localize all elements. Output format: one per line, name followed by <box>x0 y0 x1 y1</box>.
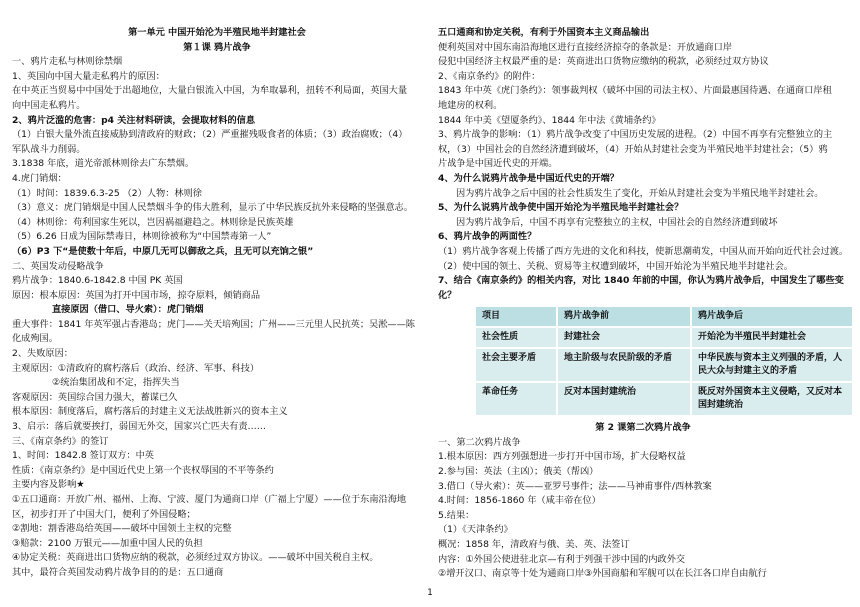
text-line: 3.借口（导火索）：英——亚罗号事件；法——马神甫事件/西林教案 <box>438 480 712 492</box>
text-line: 1.根本原因：西方列强想进一步打开中国市场，扩大侵略权益 <box>438 451 686 463</box>
text-line: （1）鸦片战争客观上传播了西方先进的文化和科技，使新思潮萌发，中国从而开始向近代社会过渡。 <box>438 245 848 257</box>
text-line: 1、英国向中国大量走私鸦片的原因： <box>12 70 165 82</box>
text-line: 在中英正当贸易中中国处于出超地位，大量白银流入中国，为牟取暴利，扭转不利局面，英国大量 <box>12 85 408 97</box>
text-line: ①五口通商：开放广州、福州、上海、宁波、厦门为通商口岸（广福上宁厦）——位于东南沿海地 <box>12 494 407 505</box>
text-line: 第一单元 中国开始沦为半殖民地半封建社会 <box>128 27 306 38</box>
text-line: 军队战斗力削弱。 <box>12 143 86 155</box>
text-line: 内容：①外国公使进驻北京—有利于列强干涉中国的内政外交 <box>438 553 686 565</box>
text-line: ②统治集团战和不定，指挥失当 <box>52 377 180 389</box>
text-line: 性质：《南京条约》是中国近代史上第一个丧权辱国的不平等条约 <box>12 464 274 476</box>
text-line: 五口通商和协定关税，有利于外国资本主义商品输出 <box>438 27 650 38</box>
text-line: 重大事件：1841 年英军强占香港岛；虎门——关天培殉国；广州——三元里人民抗英；吴淞——陈 <box>12 318 415 330</box>
table-cell: 社会性质 <box>475 327 557 348</box>
text-line: 根本原因：制度落后，腐朽落后的封建主义无法战胜新兴的资本主义 <box>12 406 288 418</box>
text-line: （1）时间：1839.6.3-25 （2）人物：林则徐 <box>12 187 202 199</box>
text-line: （4）林则徐：苟利国家生死以，岂因祸福避趋之。林则徐是民族英雄 <box>12 216 294 228</box>
table-row <box>475 348 853 382</box>
text-line: 4、为什么说鸦片战争是中国近代史的开端？ <box>438 172 619 184</box>
text-line: 区，初步打开了中国大门，便利了外国侵略； <box>12 508 196 520</box>
text-line: 1843 年中英《虎门条约》：领事裁判权（破坏中国的司法主权）、片面最惠国待遇、在通商口岸租 <box>438 85 832 97</box>
table-cell: 开始沦为半殖民半封建社会 <box>691 327 853 348</box>
table-cell: 中华民族与资本主义列强的矛盾，人民大众与封建主义的矛盾 <box>691 348 853 382</box>
text-line: 2、失败原因： <box>12 348 73 360</box>
right-top-section <box>438 26 848 303</box>
text-line: 鸦片战争：1840.6-1842.8 中国 PK 英国 <box>12 275 183 287</box>
text-line: 3、启示：落后就要挨打，弱国无外交，国家兴亡匹夫有责…… <box>12 421 266 433</box>
text-line: 4.时间：1856-1860 年（咸丰帝在位） <box>438 495 601 507</box>
text-line: 第１课 鸦片战争 <box>183 41 251 53</box>
text-line: 2.参与国：英法（主凶）；俄美（帮凶） <box>438 466 599 478</box>
text-line: 5.结果： <box>438 509 475 521</box>
text-line: 概况：1858 年，清政府与俄、美、英、法签订 <box>438 539 630 551</box>
text-line: 原因：根本原因：英国为打开中国市场，掠夺原料，倾销商品 <box>12 289 261 301</box>
text-line: 一、第二次鸦片战争 <box>438 436 521 448</box>
text-line: 地建房的权利。 <box>438 99 503 111</box>
text-line: 6、鸦片战争的两面性？ <box>438 231 537 243</box>
text-line: 因为鸦片战争之后中国的社会性质发生了变化，开始从封建社会变为半殖民地半封建社会。 <box>456 187 824 199</box>
table-cell: 社会主要矛盾 <box>475 348 557 382</box>
table-cell: 革命任务 <box>475 382 557 416</box>
right-column <box>438 26 848 582</box>
text-line: （1）白银大量外流直接威胁到清政府的财政；（2）严重摧残吸食者的体质；（3）政治腐败；（4） <box>12 129 408 141</box>
left-column <box>12 26 422 581</box>
text-line: 第 2 课第二次鸦片战争 <box>595 422 691 434</box>
table-row <box>475 327 853 348</box>
text-line: 三、《南京条约》的签订 <box>12 435 109 447</box>
text-line: 7、结合《南京条约》的相关内容，对比 1840 年前的中国，你认为鸦片战争后，中国发生了哪些变 <box>438 275 844 287</box>
text-line: 因为鸦片战争后，中国不再享有完整独立的主权，中国社会的自然经济遭到破坏 <box>456 216 778 228</box>
comparison-table <box>474 305 854 417</box>
text-line: 客观原因：英国综合国力强大，蓄谋已久 <box>12 391 178 403</box>
text-line: 其中，最符合英国发动鸦片战争目的的是：五口通商 <box>12 566 224 578</box>
text-line: 化成殉国。 <box>12 333 58 345</box>
text-line: 1、时间：1842.8 签订双方：中英 <box>12 450 154 462</box>
text-line: 侵犯中国经济主权最严重的是：英商进出口货物应缴纳的税款，必须经过双方协议 <box>438 56 769 68</box>
text-line: 一、鸦片走私与林则徐禁烟 <box>12 56 123 68</box>
text-line: 二、英国发动侵略战争 <box>12 260 104 272</box>
text-line: （6）P3 下“是使数十年后，中原几无可以御敌之兵，且无可以充饷之银” <box>12 245 314 257</box>
table-header-cell: 鸦片战争前 <box>557 306 691 327</box>
text-line: 直接原因（借口、导火索）：虎门销烟 <box>52 304 204 316</box>
text-line: 1844 年中美《望厦条约》、1844 年中法《黄埔条约》 <box>438 114 661 126</box>
text-line: 主要内容及影响★ <box>12 479 85 491</box>
text-line: ②割地：割香港岛给英国——破坏中国领土主权的完整 <box>12 523 232 535</box>
table-cell: 反对本国封建统治 <box>557 382 691 416</box>
text-line: ②增开汉口、南京等十处为通商口岸③外国商船和军舰可以在长江各口岸自由航行 <box>438 568 767 580</box>
table-row <box>475 382 853 416</box>
table-cell: 地主阶级与农民阶级的矛盾 <box>557 348 691 382</box>
text-line: （1）《天津条约》 <box>438 524 513 536</box>
text-line: 3、鸦片战争的影响：（1）鸦片战争改变了中国历史发展的进程。（2）中国不再享有完整独立的主 <box>438 129 833 141</box>
text-line: 3.1838 年底，道光帝派林则徐去广东禁烟。 <box>12 158 195 170</box>
text-line: （2）使中国的领土、关税、贸易等主权遭到破坏，中国开始沦为半殖民地半封建社会。 <box>438 260 793 272</box>
text-line: 主观原因：①清政府的腐朽落后（政治、经济、军事、科技） <box>12 362 260 374</box>
text-line: 化？ <box>438 289 457 301</box>
text-line: 权，（3）中国社会的自然经济遭到破坏，（4）开始从封建社会变为半殖民地半封建社会；（5）鸦 <box>438 143 828 155</box>
table-header-row <box>475 306 853 327</box>
table-cell: 既反对外国资本主义侵略，又反对本国封建统治 <box>691 382 853 416</box>
right-bottom-section <box>438 421 848 582</box>
text-line: （3）意义：虎门销烟是中国人民禁烟斗争的伟大胜利，显示了中华民族反抗外来侵略的坚强意志。 <box>12 202 413 214</box>
text-line: 片战争是中国近代史的开端。 <box>438 158 558 170</box>
text-line: 向中国走私鸦片。 <box>12 99 86 111</box>
text-line: ④协定关税：英商进出口货物应纳的税款，必须经过双方协议。——破坏中国关税自主权。 <box>12 552 379 564</box>
text-line: 便利英国对中国东南沿海地区进行直接经济掠夺的条款是：开放通商口岸 <box>438 41 732 53</box>
text-line: ③赔款：2100 万银元——加重中国人民的负担 <box>12 537 203 549</box>
table-header-cell: 鸦片战争后 <box>691 306 853 327</box>
text-line: （5）6.26 日成为国际禁毒日，林则徐被称为“中国禁毒第一人” <box>12 231 272 243</box>
text-line: 2、《南京条约》的附件： <box>438 70 541 82</box>
text-line: 5、为什么说鸦片战争使中国开始沦为半殖民地半封建社会？ <box>438 202 684 214</box>
page-number: 1 <box>427 588 433 598</box>
text-line: 4.虎门销烟： <box>12 172 67 184</box>
table-header-cell: 项目 <box>475 306 557 327</box>
table-cell: 封建社会 <box>557 327 691 348</box>
text-line: 2、鸦片泛滥的危害：p4 关注材料研读，会提取材料的信息 <box>12 114 256 126</box>
